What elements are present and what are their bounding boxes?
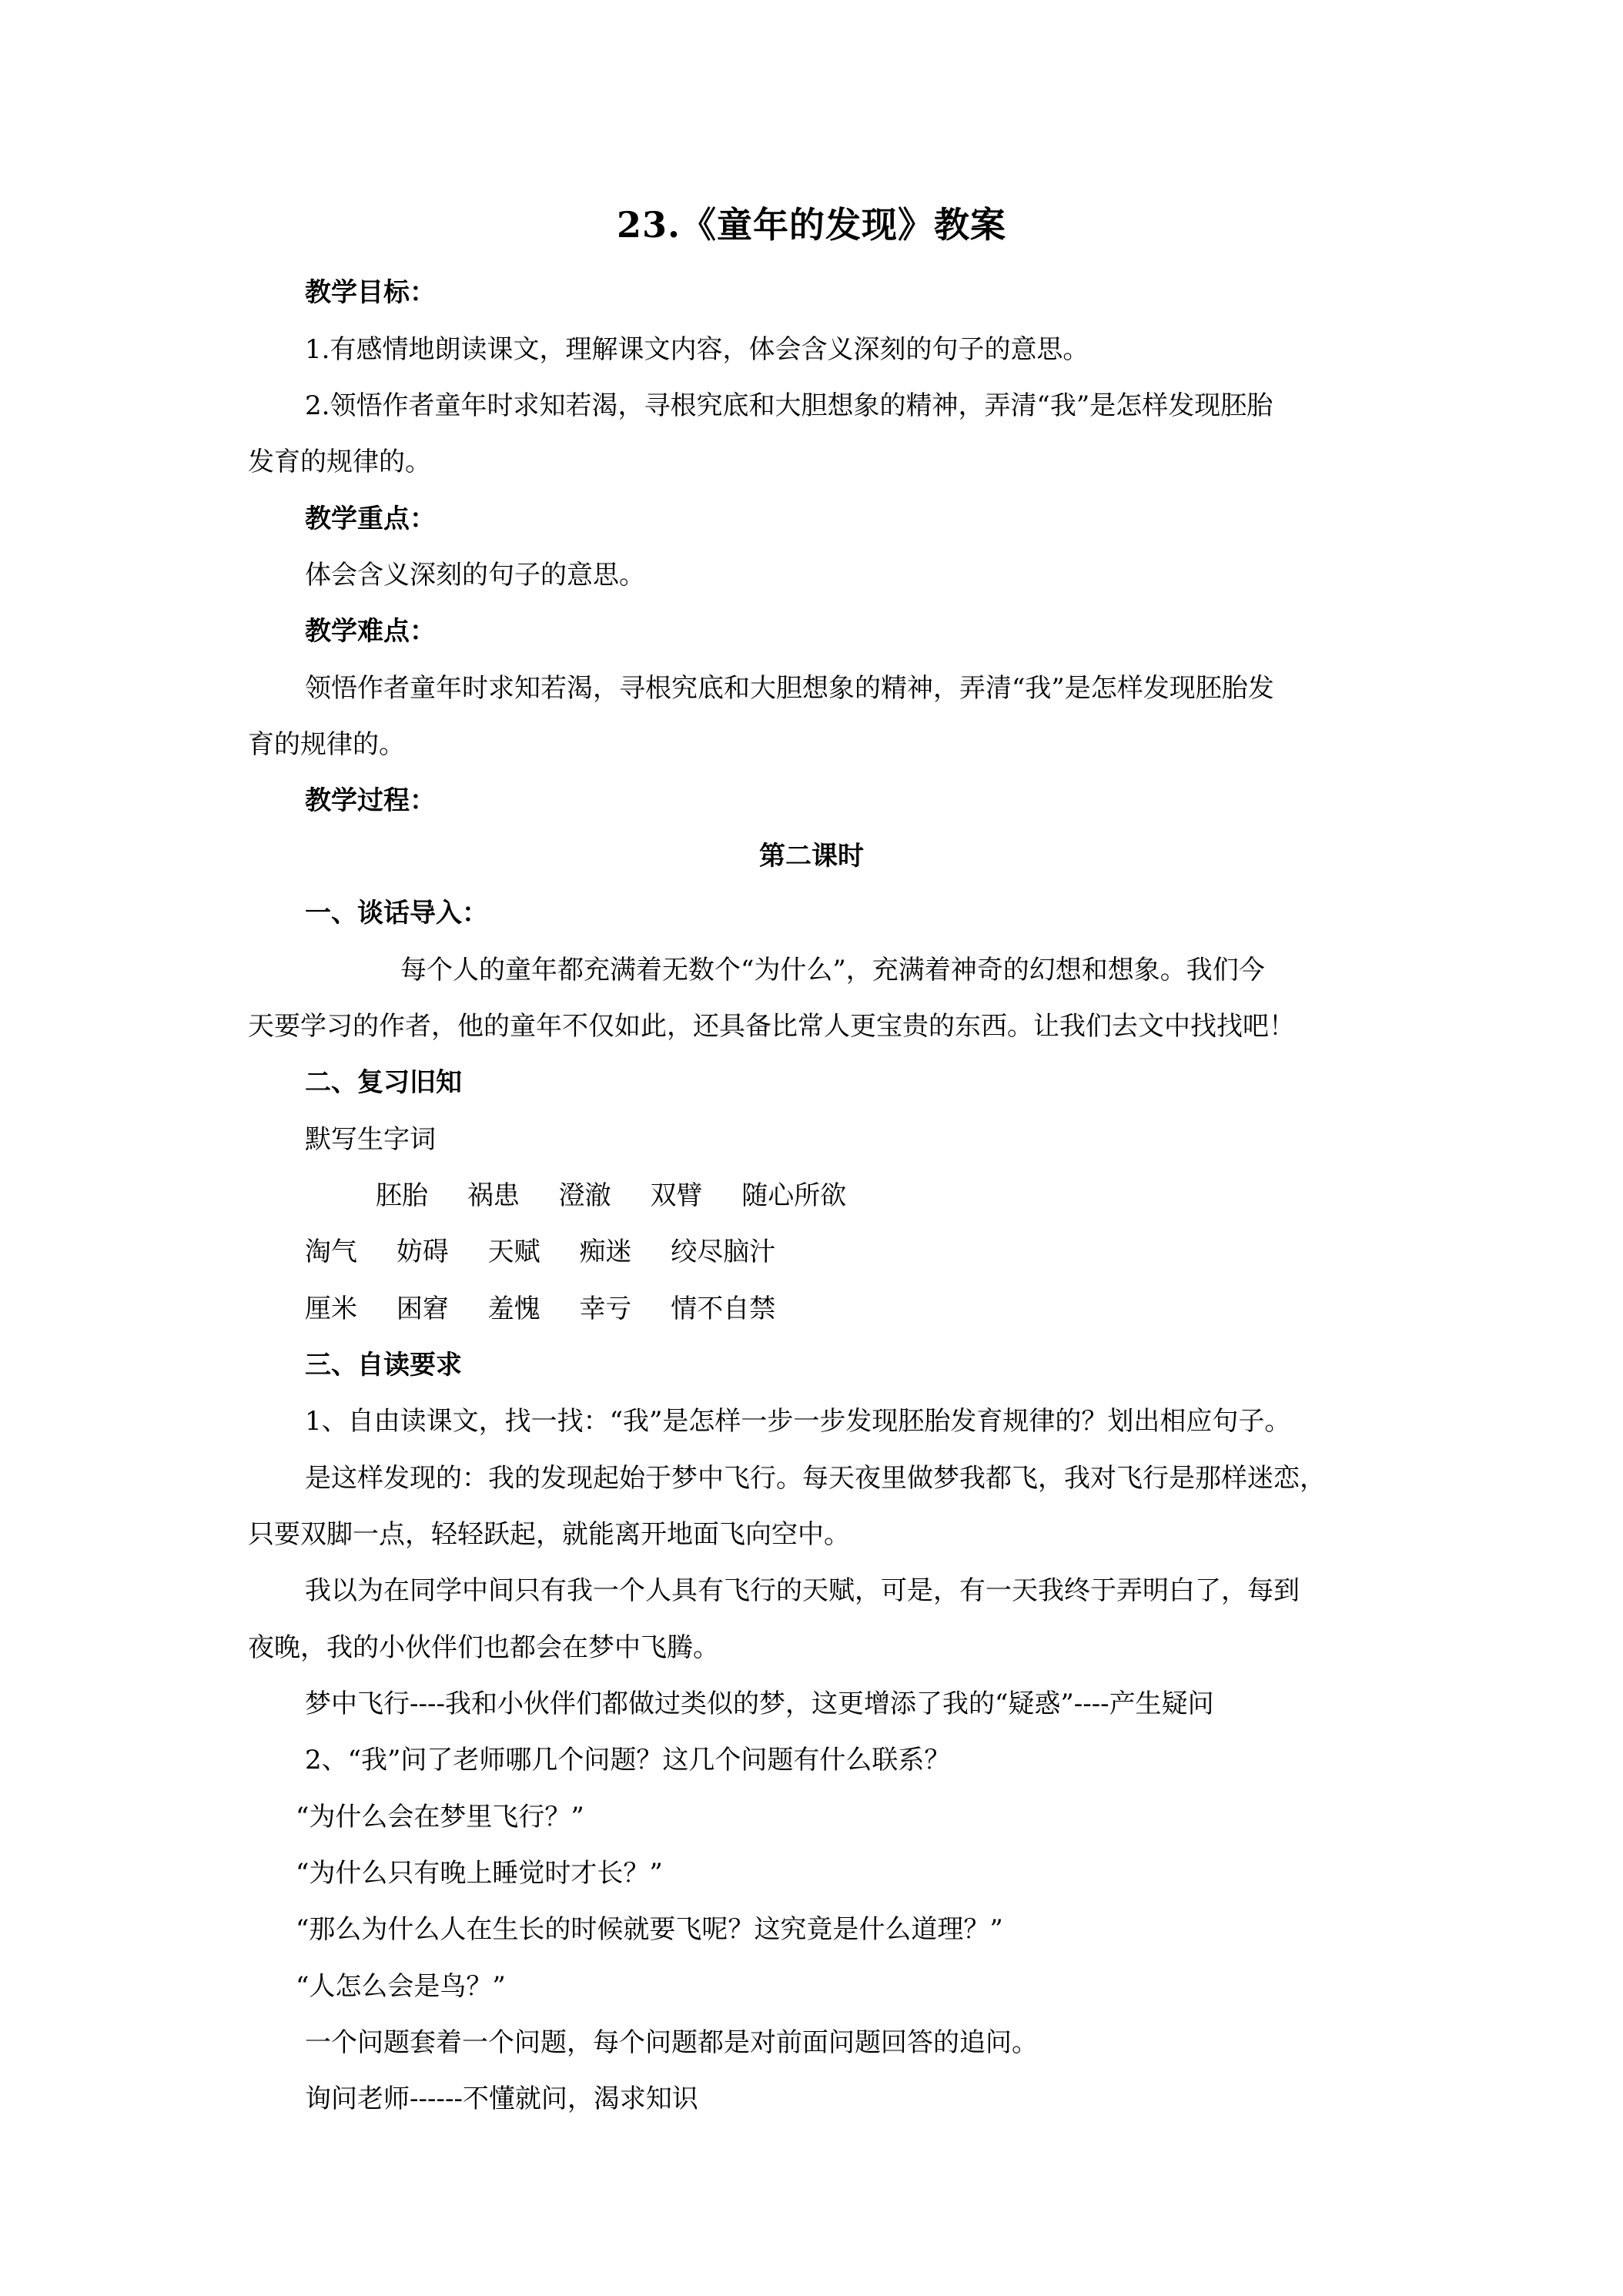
vocab-row-1: [376, 1177, 877, 1214]
section-3-paragraph-3: 梦中飞行----我和小伙伴们都做过类似的梦，这更增添了我的“疑惑”----产生疑问: [305, 1689, 1214, 1719]
section-3-heading: 三、自读要求: [305, 1350, 462, 1381]
section-2-heading: 二、复习旧知: [305, 1067, 462, 1098]
vocab-row-2: [305, 1233, 806, 1270]
vocab-word: 痴迷: [579, 1237, 632, 1267]
vocab-word: 祸患: [467, 1180, 520, 1211]
teacher-question-1: “为什么会在梦里飞行？”: [296, 1802, 584, 1832]
vocab-word: 幸亏: [579, 1294, 632, 1324]
lesson-label: 第二课时: [759, 841, 864, 872]
section-3-question-2: 2、“我”问了老师哪几个问题？这几个问题有什么联系？: [305, 1745, 951, 1776]
section-3-paragraph-2-line-2: 夜晚，我的小伙伴们也都会在梦中飞腾。: [248, 1632, 719, 1663]
key-points-text: 体会含义深刻的句子的意思。: [305, 560, 645, 591]
vocab-word: 厘米: [305, 1294, 357, 1324]
vocab-word: 淘气: [305, 1237, 357, 1267]
section-2-subheading: 默写生字词: [305, 1124, 436, 1155]
section-3-paragraph-2-line-1: 我以为在同学中间只有我一个人具有飞行的天赋，可是，有一天我终于弄明白了，每到: [305, 1575, 1300, 1606]
section-3-paragraph-1-line-1: 是这样发现的：我的发现起始于梦中飞行。每天夜里做梦我都飞，我对飞行是那样迷恋，: [305, 1463, 1326, 1494]
document-title: 23.《童年的发现》教案: [616, 204, 1007, 246]
vocab-word: 天赋: [487, 1237, 540, 1267]
vocab-row-3: [305, 1290, 806, 1327]
section-3-paragraph-1-line-2: 只要双脚一点，轻轻跃起，就能离开地面飞向空中。: [248, 1519, 850, 1550]
vocab-word: 困窘: [396, 1294, 449, 1324]
objectives-heading: 教学目标：: [305, 277, 436, 308]
vocab-word: 澄澈: [558, 1180, 611, 1211]
section-3-question-1: 1、自由读课文，找一找：“我”是怎样一步一步发现胚胎发育规律的？划出相应句子。: [305, 1406, 1291, 1437]
teacher-question-3: “那么为什么人在生长的时候就要飞呢？这究竟是什么道理？”: [296, 1914, 1003, 1945]
section-1-line-2: 天要学习的作者，他的童年不仅如此，还具备比常人更宝贵的东西。让我们去文中找找吧！: [248, 1011, 1295, 1042]
objective-item-1: 1.有感情地朗读课文，理解课文内容，体会含义深刻的句子的意思。: [305, 334, 1089, 365]
key-points-heading: 教学重点：: [305, 504, 436, 534]
section-3-paragraph-5: 询问老师------不懂就问，渴求知识: [305, 2083, 698, 2114]
difficulties-line-1: 领悟作者童年时求知若渴，寻根究底和大胆想象的精神，弄清“我”是怎样发现胚胎发: [305, 673, 1274, 704]
objective-item-2-line-1: 2.领悟作者童年时求知若渴，寻根究底和大胆想象的精神，弄清“我”是怎样发现胚胎: [305, 390, 1273, 421]
objective-item-2-line-2: 发育的规律的。: [248, 447, 431, 477]
vocab-word: 随心所欲: [741, 1180, 847, 1211]
section-1-heading: 一、谈话导入：: [305, 898, 488, 929]
teacher-question-2: “为什么只有晚上睡觉时才长？”: [296, 1858, 663, 1889]
vocab-word: 绞尽脑汁: [671, 1237, 776, 1267]
difficulties-heading: 教学难点：: [305, 616, 436, 647]
vocab-word: 胚胎: [376, 1180, 428, 1211]
section-3-paragraph-4: 一个问题套着一个问题，每个问题都是对前面问题回答的追问。: [305, 2027, 1038, 2058]
vocab-word: 情不自禁: [671, 1294, 776, 1324]
teacher-question-4: “人怎么会是鸟？”: [296, 1971, 506, 2002]
section-1-line-1: 每个人的童年都充满着无数个“为什么”，充满着神奇的幻想和想象。我们今: [400, 955, 1265, 986]
process-heading: 教学过程：: [305, 785, 436, 816]
difficulties-line-2: 育的规律的。: [248, 729, 405, 760]
vocab-word: 双臂: [650, 1180, 703, 1211]
vocab-word: 羞愧: [487, 1294, 540, 1324]
vocab-word: 妨碍: [396, 1237, 449, 1267]
